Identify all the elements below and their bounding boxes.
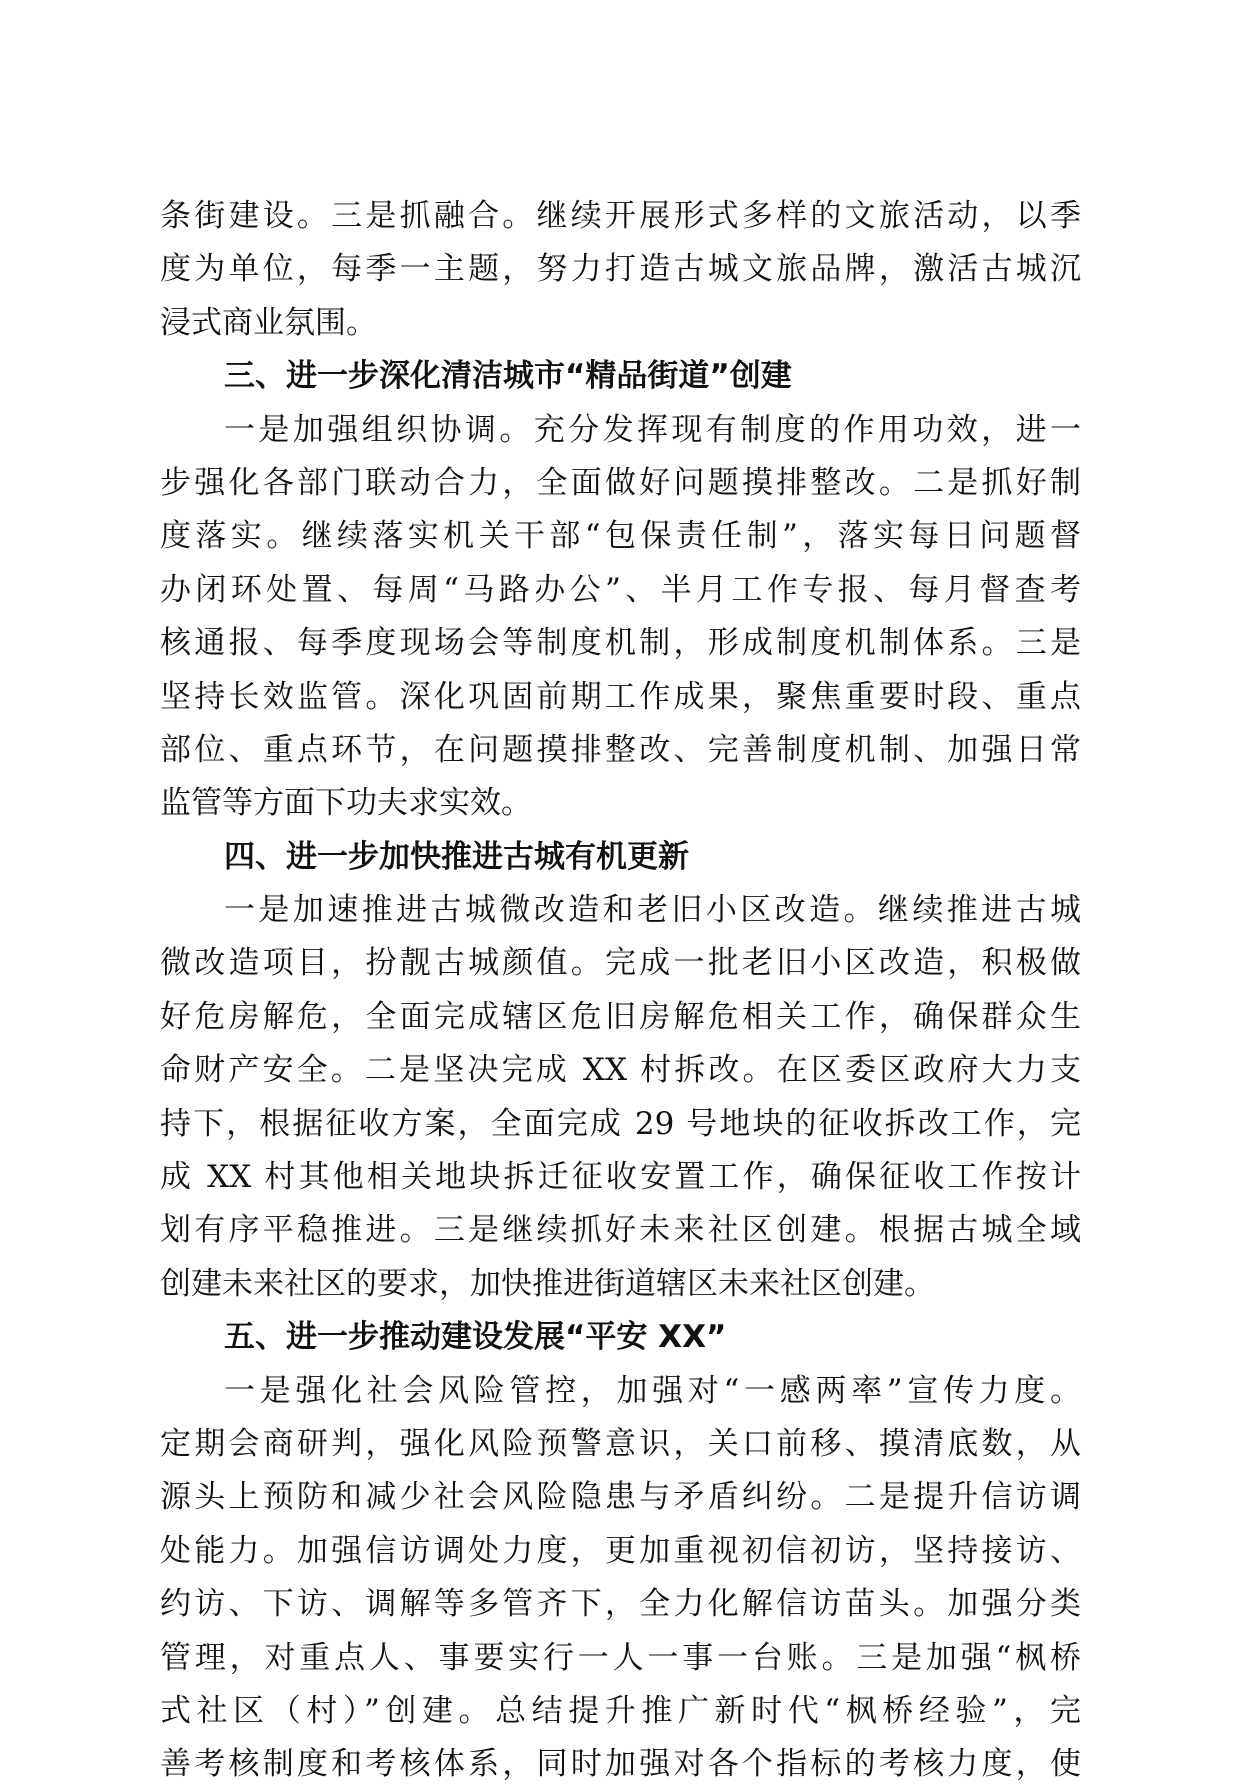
paragraph-line: 创建未来社区的要求，加快推进街道辖区未来社区创建。 — [160, 1265, 935, 1302]
paragraph-line: 条街建设。三是抓融合。继续开展形式多样的文旅活动，以季 — [160, 198, 1081, 234]
paragraph-line: 命财产安全。二是坚决完成 XX 村拆改。在区委区政府大力支 — [160, 1052, 1081, 1089]
paragraph-line: 式社区（村）”创建。总结提升推广新时代“枫桥经验”，完 — [160, 1692, 1081, 1729]
paragraph-line: 监管等方面下功夫求实效。 — [160, 785, 532, 822]
paragraph-line: 持下，根据征收方案，全面完成 29 号地块的征收拆改工作，完 — [160, 1105, 1081, 1142]
paragraph-line: 划有序平稳推进。三是继续抓好未来社区创建。根据古城全域 — [160, 1212, 1081, 1249]
paragraph-line: 部位、重点环节，在问题摸排整改、完善制度机制、加强日常 — [160, 731, 1081, 768]
paragraph-line: 定期会商研判，强化风险预警意识，关口前移、摸清底数，从 — [160, 1425, 1081, 1462]
paragraph-line: 微改造项目，扮靓古城颜值。完成一批老旧小区改造，积极做 — [160, 945, 1081, 982]
paragraph-line: 坚持长效监管。深化巩固前期工作成果，聚焦重要时段、重点 — [160, 678, 1081, 715]
paragraph-line: 处能力。加强信访调处力度，更加重视初信初访，坚持接访、 — [160, 1532, 1081, 1569]
paragraph-line: 一是加强组织协调。充分发挥现有制度的作用功效，进一 — [224, 411, 1081, 448]
paragraph-line: 好危房解危，全面完成辖区危旧房解危相关工作，确保群众生 — [160, 998, 1081, 1035]
paragraph-line: 善考核制度和考核体系，同时加强对各个指标的考核力度，使 — [160, 1746, 1081, 1783]
paragraph-line: 办闭环处置、每周“马路办公”、半月工作专报、每月督查考 — [160, 571, 1081, 608]
paragraph-line: 核通报、每季度现场会等制度机制，形成制度机制体系。三是 — [160, 625, 1081, 662]
paragraph-line: 度落实。继续落实机关干部“包保责任制”，落实每日问题督 — [160, 518, 1081, 555]
paragraph-line: 一是强化社会风险管控，加强对“一感两率”宣传力度。 — [224, 1372, 1081, 1409]
paragraph-line: 步强化各部门联动合力，全面做好问题摸排整改。二是抓好制 — [160, 464, 1081, 501]
paragraph-line: 约访、下访、调解等多管齐下，全力化解信访苗头。加强分类 — [160, 1586, 1081, 1623]
paragraph-line: 浸式商业氛围。 — [160, 304, 377, 341]
section-4-heading: 四、进一步加快推进古城有机更新 — [224, 838, 689, 875]
section-5-heading: 五、进一步推动建设发展“平安 XX” — [224, 1319, 727, 1356]
paragraph-line: 一是加速推进古城微改造和老旧小区改造。继续推进古城 — [224, 892, 1081, 929]
paragraph-line: 源头上预防和减少社会风险隐患与矛盾纠纷。二是提升信访调 — [160, 1479, 1081, 1516]
section-3-heading: 三、进一步深化清洁城市“精品街道”创建 — [224, 358, 792, 395]
paragraph-line: 度为单位，每季一主题，努力打造古城文旅品牌，激活古城沉 — [160, 251, 1081, 288]
paragraph-line: 管理，对重点人、事要实行一人一事一台账。三是加强“枫桥 — [160, 1639, 1081, 1676]
paragraph-line: 成 XX 村其他相关地块拆迁征收安置工作，确保征收工作按计 — [160, 1159, 1081, 1196]
document-body — [160, 190, 1081, 1792]
